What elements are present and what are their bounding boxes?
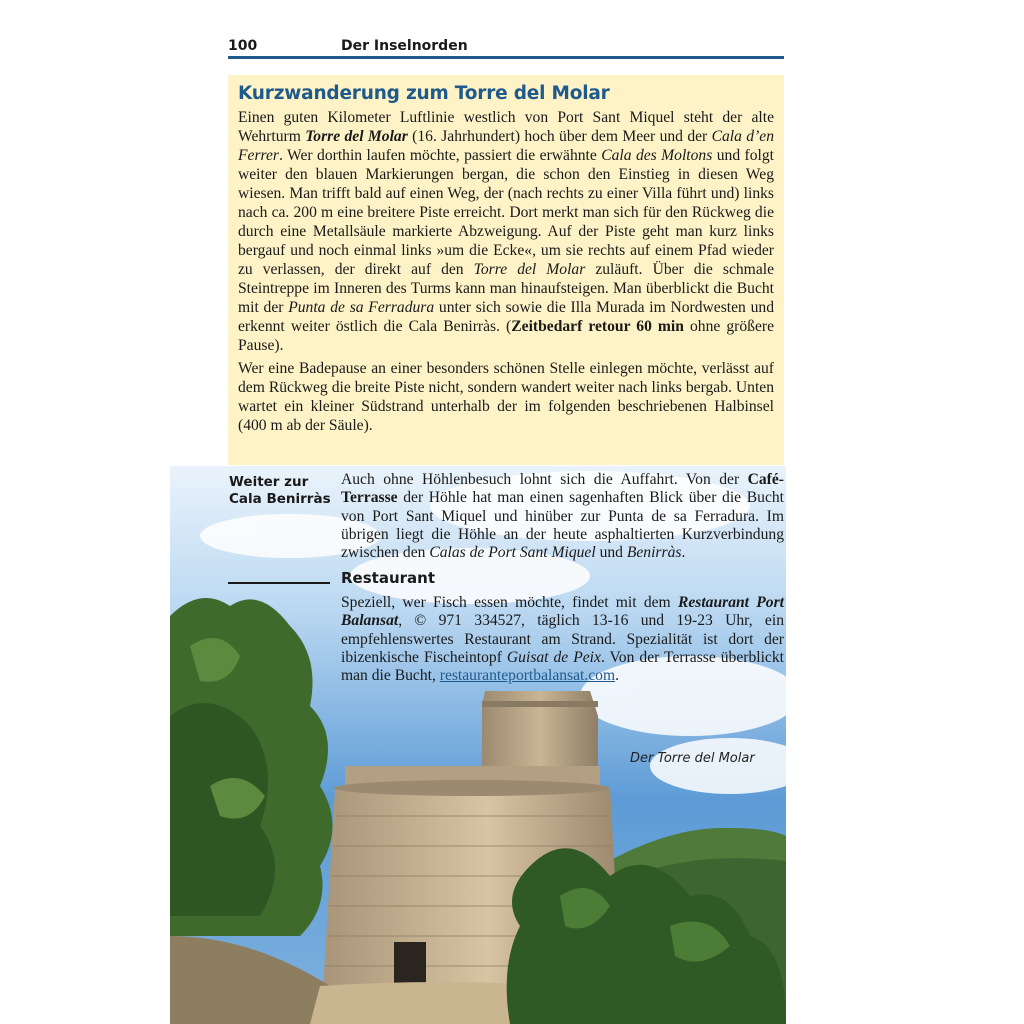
text-run: und folgt weiter den blauen Markierungen bergan, die schon den Einstieg in diesen Weg wiesen. Man trifft bald auf einen Weg, der (nach rechts zu einer Villa führt und) links nach ca. 200 m eine breitere Piste erreicht. Dort merkt man sich für den Rückweg die durch eine Metallsäule markierte Abzweigung. Auf der Piste geht man kurz links bergauf und noch einmal links »um die Ecke«, um sie rechts auf einem Pfad wieder zu verlassen, der direkt auf den [238, 147, 774, 278]
margin-label-line-2: Cala Benirràs [229, 491, 331, 507]
text-run: , © 971 334527, täglich 13-16 und 19-23 Uhr, ein empfehlenswertes Restaurant am Strand. Spezialität ist dort der ibizenkische Fischeintopf [341, 612, 784, 666]
emphasis-place: Punta de sa Ferradura [288, 299, 435, 316]
section-paragraph [341, 471, 784, 562]
running-header [228, 36, 784, 58]
section-cala-benirras [341, 471, 784, 562]
text-run: Speziell, wer Fisch essen möchte, findet mit dem [341, 594, 678, 611]
emphasis-restaurant-name: Restaurant Port Balansat [341, 594, 784, 630]
text-run: . [615, 667, 620, 685]
box-title: Kurzwanderung zum Torre del Molar [238, 83, 610, 104]
page-number: 100 [228, 38, 258, 54]
text-run: zuläuft. Über die schmale Steintreppe im Inneren des Turms kann man hinaufsteigen. Man überblickt die Bucht mit der [238, 261, 774, 316]
text-run: und [595, 544, 627, 562]
emphasis-place: Cala d’en Ferrer [238, 128, 775, 164]
restaurant-paragraph [341, 594, 784, 685]
emphasis-place: Calas de Port Sant Miquel [429, 544, 596, 562]
emphasis-cafe: Café-Terrasse [341, 471, 784, 507]
emphasis-place: Cala des Moltons [601, 147, 713, 164]
text-run: . Von der Terrasse überblickt man die Bucht, [341, 648, 784, 685]
emphasis-tower-name: Torre del Molar [305, 128, 408, 145]
text-run: (16. Jahrhundert) hoch über dem Meer und der [407, 128, 712, 145]
hiking-info-box [228, 75, 784, 465]
margin-label [229, 474, 337, 508]
box-paragraph-1 [238, 108, 774, 355]
text-run: . [681, 544, 686, 562]
margin-rule [228, 582, 330, 584]
text-run: der Höhle hat man einen sagenhaften Blick über die Bucht von Port Sant Miquel und hinüber zur Punta de sa Ferradura. Im übrigen liegt die Höhle an der heute asphaltierten Kurzverbindung zwischen den [341, 489, 784, 562]
photo-caption: Der Torre del Molar [630, 751, 755, 766]
chapter-title: Der Inselnorden [341, 38, 468, 54]
box-paragraph-2: Wer eine Badepause an einer besonders schönen Stelle einlegen möchte, verlässt auf dem Rückweg die breite Piste nicht, sondern wandert weiter nach links bergab. Unten wartet ein kleiner Südstrand unterhalb der im folgenden beschriebenen Halbinsel (400 m ab der Säule). [238, 360, 774, 434]
emphasis-dish: Guisat de Peix [506, 648, 601, 666]
restaurant-heading: Restaurant [341, 569, 435, 587]
text-run: Einen guten Kilometer Luftlinie westlich von Port Sant Miquel steht der alte Wehrturm [238, 109, 774, 145]
header-rule [228, 56, 784, 59]
emphasis-place: Benirràs [626, 544, 682, 562]
margin-label-line-1: Weiter zur [229, 474, 309, 490]
text-run: . Wer dorthin laufen möchte, passiert die erwähnte [279, 147, 602, 164]
text-run: ohne größere Pause). [238, 318, 775, 354]
emphasis-place: Torre del Molar [473, 261, 586, 278]
text-run: unter sich sowie die Illa Murada im Nordwesten und erkennt weiter östlich die Cala Benirràs. ( [238, 299, 774, 335]
restaurant-section [341, 594, 784, 685]
emphasis-duration: Zeitbedarf retour 60 min [511, 318, 684, 335]
restaurant-website-link[interactable]: restauranteportbalansat.com [439, 667, 616, 685]
text-run: Auch ohne Höhlenbesuch lohnt sich die Auffahrt. Von der [341, 471, 748, 488]
